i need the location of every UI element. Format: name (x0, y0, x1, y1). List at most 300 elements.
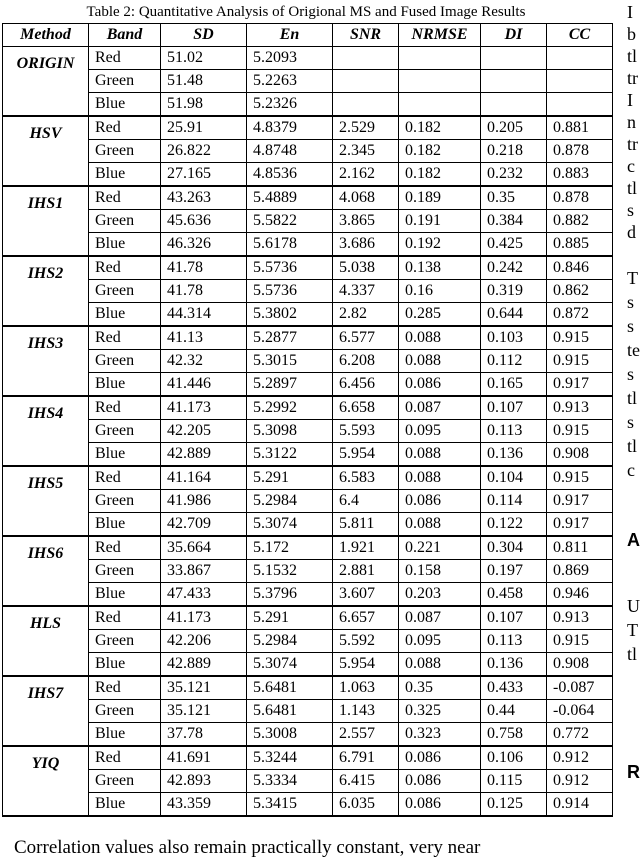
cc-cell: 0.915 (547, 420, 613, 443)
sd-cell: 41.164 (161, 466, 247, 490)
di-cell: 0.107 (481, 606, 547, 630)
nrmse-cell: 0.088 (399, 653, 481, 677)
di-cell (481, 47, 547, 70)
nrmse-cell (399, 93, 481, 117)
method-cell: IHS2 (3, 256, 89, 326)
cc-cell: 0.883 (547, 163, 613, 187)
nrmse-cell: 0.088 (399, 466, 481, 490)
header-en: En (247, 24, 333, 47)
di-cell: 0.113 (481, 630, 547, 653)
band-cell: Blue (89, 513, 161, 537)
sd-cell: 41.691 (161, 746, 247, 770)
en-cell: 5.5822 (247, 210, 333, 233)
cc-cell: 0.915 (547, 350, 613, 373)
right-column-fragment: tl (627, 46, 638, 66)
band-cell: Red (89, 676, 161, 700)
sd-cell: 37.78 (161, 723, 247, 747)
cc-cell: 0.811 (547, 536, 613, 560)
right-column-fragment: tl (627, 178, 638, 198)
cc-cell: 0.772 (547, 723, 613, 747)
band-cell: Red (89, 466, 161, 490)
band-cell: Blue (89, 373, 161, 397)
sd-cell: 42.893 (161, 770, 247, 793)
sd-cell: 42.32 (161, 350, 247, 373)
table-row (3, 583, 613, 607)
table-row (3, 420, 613, 443)
di-cell: 0.218 (481, 140, 547, 163)
table-row (3, 536, 613, 560)
cc-cell: -0.064 (547, 700, 613, 723)
right-column-fragment: s (627, 292, 635, 312)
right-column-fragment: s (627, 412, 635, 432)
sd-cell: 44.314 (161, 303, 247, 327)
en-cell: 5.2877 (247, 326, 333, 350)
band-cell: Green (89, 560, 161, 583)
nrmse-cell: 0.182 (399, 116, 481, 140)
snr-cell: 2.529 (333, 116, 399, 140)
nrmse-cell: 0.182 (399, 140, 481, 163)
cc-cell: 0.914 (547, 793, 613, 817)
header-di: DI (481, 24, 547, 47)
sd-cell: 51.98 (161, 93, 247, 117)
band-cell: Green (89, 140, 161, 163)
snr-cell: 5.954 (333, 653, 399, 677)
right-column-fragment: te (627, 340, 640, 360)
nrmse-cell: 0.16 (399, 280, 481, 303)
di-cell: 0.113 (481, 420, 547, 443)
nrmse-cell: 0.221 (399, 536, 481, 560)
cc-cell: 0.885 (547, 233, 613, 257)
table-row (3, 70, 613, 93)
di-cell: 0.758 (481, 723, 547, 747)
en-cell: 5.3796 (247, 583, 333, 607)
snr-cell: 2.345 (333, 140, 399, 163)
sd-cell: 41.78 (161, 280, 247, 303)
right-column-fragment: tr (627, 68, 638, 88)
cc-cell: 0.908 (547, 653, 613, 677)
cc-cell: 0.913 (547, 396, 613, 420)
nrmse-cell: 0.086 (399, 793, 481, 817)
nrmse-cell: 0.191 (399, 210, 481, 233)
en-cell: 5.5736 (247, 280, 333, 303)
en-cell: 5.4889 (247, 186, 333, 210)
band-cell: Green (89, 210, 161, 233)
sd-cell: 47.433 (161, 583, 247, 607)
method-cell: YIQ (3, 746, 89, 816)
snr-cell: 6.583 (333, 466, 399, 490)
snr-cell: 1.921 (333, 536, 399, 560)
snr-cell: 2.881 (333, 560, 399, 583)
band-cell: Blue (89, 93, 161, 117)
di-cell: 0.125 (481, 793, 547, 817)
nrmse-cell: 0.325 (399, 700, 481, 723)
band-cell: Red (89, 746, 161, 770)
en-cell: 5.6481 (247, 700, 333, 723)
nrmse-cell: 0.095 (399, 630, 481, 653)
snr-cell (333, 70, 399, 93)
cc-cell: 0.913 (547, 606, 613, 630)
di-cell: 0.232 (481, 163, 547, 187)
nrmse-cell: 0.192 (399, 233, 481, 257)
right-column-fragment: s (627, 316, 635, 336)
sd-cell: 41.173 (161, 606, 247, 630)
en-cell: 5.3015 (247, 350, 333, 373)
band-cell: Red (89, 326, 161, 350)
snr-cell: 6.4 (333, 490, 399, 513)
table-row (3, 256, 613, 280)
sd-cell: 35.121 (161, 700, 247, 723)
nrmse-cell: 0.285 (399, 303, 481, 327)
nrmse-cell: 0.086 (399, 770, 481, 793)
method-cell: IHS6 (3, 536, 89, 606)
band-cell: Blue (89, 443, 161, 467)
right-column-fragment: I (627, 2, 633, 22)
di-cell: 0.112 (481, 350, 547, 373)
en-cell: 5.172 (247, 536, 333, 560)
table-row (3, 396, 613, 420)
nrmse-cell: 0.088 (399, 513, 481, 537)
snr-cell: 3.686 (333, 233, 399, 257)
right-column-fragment: R (627, 762, 640, 782)
band-cell: Green (89, 700, 161, 723)
sd-cell: 33.867 (161, 560, 247, 583)
band-cell: Green (89, 770, 161, 793)
en-cell: 5.2326 (247, 93, 333, 117)
table-row (3, 303, 613, 327)
snr-cell: 6.208 (333, 350, 399, 373)
sd-cell: 42.709 (161, 513, 247, 537)
table-row (3, 350, 613, 373)
cc-cell (547, 70, 613, 93)
cc-cell: 0.862 (547, 280, 613, 303)
di-cell: 0.107 (481, 396, 547, 420)
di-cell: 0.319 (481, 280, 547, 303)
cc-cell: 0.908 (547, 443, 613, 467)
method-cell: HLS (3, 606, 89, 676)
di-cell: 0.384 (481, 210, 547, 233)
cc-cell: 0.946 (547, 583, 613, 607)
sd-cell: 41.446 (161, 373, 247, 397)
en-cell: 5.3244 (247, 746, 333, 770)
band-cell: Red (89, 536, 161, 560)
snr-cell: 3.607 (333, 583, 399, 607)
sd-cell: 41.986 (161, 490, 247, 513)
band-cell: Green (89, 350, 161, 373)
sd-cell: 45.636 (161, 210, 247, 233)
nrmse-cell: 0.158 (399, 560, 481, 583)
right-column-fragment: T (627, 268, 638, 288)
nrmse-cell: 0.095 (399, 420, 481, 443)
sd-cell: 42.206 (161, 630, 247, 653)
en-cell: 5.2093 (247, 47, 333, 70)
sd-cell: 41.173 (161, 396, 247, 420)
nrmse-cell (399, 70, 481, 93)
method-cell: IHS4 (3, 396, 89, 466)
table-header-row (3, 24, 613, 47)
en-cell: 5.3098 (247, 420, 333, 443)
right-column-fragment: tl (627, 644, 638, 664)
cc-cell: 0.912 (547, 770, 613, 793)
cc-cell: 0.882 (547, 210, 613, 233)
table-row (3, 233, 613, 257)
cc-cell: 0.912 (547, 746, 613, 770)
right-column-fragment: n (627, 112, 636, 132)
method-cell: IHS7 (3, 676, 89, 746)
nrmse-cell: 0.189 (399, 186, 481, 210)
en-cell: 5.5736 (247, 256, 333, 280)
right-column-fragment: s (627, 200, 635, 220)
band-cell: Green (89, 70, 161, 93)
en-cell: 5.2992 (247, 396, 333, 420)
sd-cell: 43.263 (161, 186, 247, 210)
di-cell: 0.165 (481, 373, 547, 397)
nrmse-cell: 0.088 (399, 443, 481, 467)
di-cell: 0.458 (481, 583, 547, 607)
cc-cell: 0.878 (547, 140, 613, 163)
snr-cell: 2.162 (333, 163, 399, 187)
en-cell: 5.3415 (247, 793, 333, 817)
en-cell: 5.2897 (247, 373, 333, 397)
sd-cell: 42.889 (161, 653, 247, 677)
header-nrmse: NRMSE (399, 24, 481, 47)
method-cell: IHS1 (3, 186, 89, 256)
snr-cell: 2.82 (333, 303, 399, 327)
en-cell: 4.8748 (247, 140, 333, 163)
di-cell: 0.103 (481, 326, 547, 350)
table-row (3, 93, 613, 117)
table-row (3, 513, 613, 537)
sd-cell: 46.326 (161, 233, 247, 257)
di-cell: 0.136 (481, 443, 547, 467)
right-column-fragment: A (627, 530, 640, 550)
right-column-fragment: d (627, 222, 636, 242)
di-cell: 0.425 (481, 233, 547, 257)
en-cell: 5.3122 (247, 443, 333, 467)
band-cell: Green (89, 630, 161, 653)
nrmse-cell (399, 47, 481, 70)
table-row (3, 186, 613, 210)
cc-cell: 0.881 (547, 116, 613, 140)
en-cell: 5.6178 (247, 233, 333, 257)
band-cell: Red (89, 256, 161, 280)
en-cell: 5.3074 (247, 653, 333, 677)
snr-cell: 1.063 (333, 676, 399, 700)
snr-cell: 4.337 (333, 280, 399, 303)
cc-cell: 0.878 (547, 186, 613, 210)
snr-cell: 4.068 (333, 186, 399, 210)
table-row (3, 606, 613, 630)
snr-cell: 5.592 (333, 630, 399, 653)
en-cell: 4.8379 (247, 116, 333, 140)
snr-cell: 5.954 (333, 443, 399, 467)
snr-cell: 6.415 (333, 770, 399, 793)
en-cell: 5.1532 (247, 560, 333, 583)
en-cell: 5.3334 (247, 770, 333, 793)
cc-cell: 0.869 (547, 560, 613, 583)
cc-cell: 0.917 (547, 490, 613, 513)
en-cell: 5.2984 (247, 490, 333, 513)
cc-cell (547, 93, 613, 117)
method-cell: IHS3 (3, 326, 89, 396)
table-body (3, 47, 613, 817)
nrmse-cell: 0.086 (399, 490, 481, 513)
di-cell: 0.44 (481, 700, 547, 723)
cc-cell: 0.915 (547, 326, 613, 350)
nrmse-cell: 0.086 (399, 373, 481, 397)
table-row (3, 47, 613, 70)
right-column-fragment: c (627, 460, 635, 480)
table-row (3, 560, 613, 583)
header-cc: CC (547, 24, 613, 47)
snr-cell: 1.143 (333, 700, 399, 723)
band-cell: Green (89, 420, 161, 443)
right-column-fragment: U (627, 596, 640, 616)
cc-cell: 0.846 (547, 256, 613, 280)
band-cell: Blue (89, 793, 161, 817)
table-row (3, 163, 613, 187)
band-cell: Red (89, 186, 161, 210)
header-band: Band (89, 24, 161, 47)
di-cell: 0.197 (481, 560, 547, 583)
snr-cell: 6.657 (333, 606, 399, 630)
snr-cell: 6.791 (333, 746, 399, 770)
band-cell: Blue (89, 723, 161, 747)
di-cell: 0.115 (481, 770, 547, 793)
snr-cell: 5.038 (333, 256, 399, 280)
table-row (3, 700, 613, 723)
cc-cell: 0.917 (547, 513, 613, 537)
snr-cell: 5.811 (333, 513, 399, 537)
en-cell: 5.291 (247, 606, 333, 630)
snr-cell: 6.577 (333, 326, 399, 350)
band-cell: Blue (89, 583, 161, 607)
en-cell: 5.3008 (247, 723, 333, 747)
di-cell: 0.104 (481, 466, 547, 490)
method-cell: HSV (3, 116, 89, 186)
band-cell: Red (89, 606, 161, 630)
nrmse-cell: 0.35 (399, 676, 481, 700)
right-column-fragment: c (627, 156, 635, 176)
di-cell: 0.433 (481, 676, 547, 700)
snr-cell: 6.658 (333, 396, 399, 420)
di-cell: 0.644 (481, 303, 547, 327)
right-column-fragment: tr (627, 134, 638, 154)
di-cell: 0.106 (481, 746, 547, 770)
sd-cell: 51.48 (161, 70, 247, 93)
nrmse-cell: 0.138 (399, 256, 481, 280)
nrmse-cell: 0.088 (399, 350, 481, 373)
cc-cell: -0.087 (547, 676, 613, 700)
table-row (3, 466, 613, 490)
table-row (3, 653, 613, 677)
method-cell: IHS5 (3, 466, 89, 536)
nrmse-cell: 0.203 (399, 583, 481, 607)
band-cell: Green (89, 280, 161, 303)
di-cell: 0.122 (481, 513, 547, 537)
di-cell: 0.114 (481, 490, 547, 513)
band-cell: Blue (89, 163, 161, 187)
sd-cell: 25.91 (161, 116, 247, 140)
table-row (3, 793, 613, 817)
di-cell: 0.35 (481, 186, 547, 210)
table-row (3, 116, 613, 140)
sd-cell: 35.121 (161, 676, 247, 700)
sd-cell: 41.13 (161, 326, 247, 350)
header-snr: SNR (333, 24, 399, 47)
en-cell: 5.3074 (247, 513, 333, 537)
snr-cell: 6.035 (333, 793, 399, 817)
band-cell: Red (89, 116, 161, 140)
cc-cell: 0.915 (547, 466, 613, 490)
table-caption: Table 2: Quantitative Analysis of Origional MS and Fused Image Results (86, 4, 526, 20)
right-column-fragment: I (627, 90, 633, 110)
table-row (3, 280, 613, 303)
body-text-line: Correlation values also remain practically constant, very near (14, 837, 481, 858)
snr-cell (333, 47, 399, 70)
di-cell (481, 70, 547, 93)
table-row (3, 373, 613, 397)
method-cell: ORIGIN (3, 47, 89, 117)
sd-cell: 42.889 (161, 443, 247, 467)
di-cell: 0.136 (481, 653, 547, 677)
snr-cell: 5.593 (333, 420, 399, 443)
snr-cell: 2.557 (333, 723, 399, 747)
right-column-fragment: b (627, 24, 636, 44)
nrmse-cell: 0.087 (399, 606, 481, 630)
sd-cell: 35.664 (161, 536, 247, 560)
en-cell: 5.291 (247, 466, 333, 490)
di-cell: 0.242 (481, 256, 547, 280)
cc-cell: 0.872 (547, 303, 613, 327)
table-row (3, 723, 613, 747)
results-table (2, 23, 613, 817)
band-cell: Green (89, 490, 161, 513)
snr-cell: 3.865 (333, 210, 399, 233)
band-cell: Blue (89, 653, 161, 677)
cc-cell (547, 47, 613, 70)
en-cell: 4.8536 (247, 163, 333, 187)
en-cell: 5.3802 (247, 303, 333, 327)
table-row (3, 490, 613, 513)
en-cell: 5.2984 (247, 630, 333, 653)
right-column-fragment: tl (627, 388, 638, 408)
di-cell (481, 93, 547, 117)
nrmse-cell: 0.087 (399, 396, 481, 420)
sd-cell: 27.165 (161, 163, 247, 187)
nrmse-cell: 0.323 (399, 723, 481, 747)
band-cell: Red (89, 47, 161, 70)
right-column-fragment: tl (627, 436, 638, 456)
right-column-fragment: s (627, 364, 635, 384)
table-row (3, 630, 613, 653)
nrmse-cell: 0.088 (399, 326, 481, 350)
table-row (3, 770, 613, 793)
cc-cell: 0.915 (547, 630, 613, 653)
band-cell: Red (89, 396, 161, 420)
header-method: Method (3, 24, 89, 47)
sd-cell: 42.205 (161, 420, 247, 443)
snr-cell: 6.456 (333, 373, 399, 397)
sd-cell: 43.359 (161, 793, 247, 817)
di-cell: 0.205 (481, 116, 547, 140)
table-row (3, 676, 613, 700)
header-sd: SD (161, 24, 247, 47)
nrmse-cell: 0.086 (399, 746, 481, 770)
nrmse-cell: 0.182 (399, 163, 481, 187)
band-cell: Blue (89, 303, 161, 327)
cc-cell: 0.917 (547, 373, 613, 397)
table-row (3, 326, 613, 350)
